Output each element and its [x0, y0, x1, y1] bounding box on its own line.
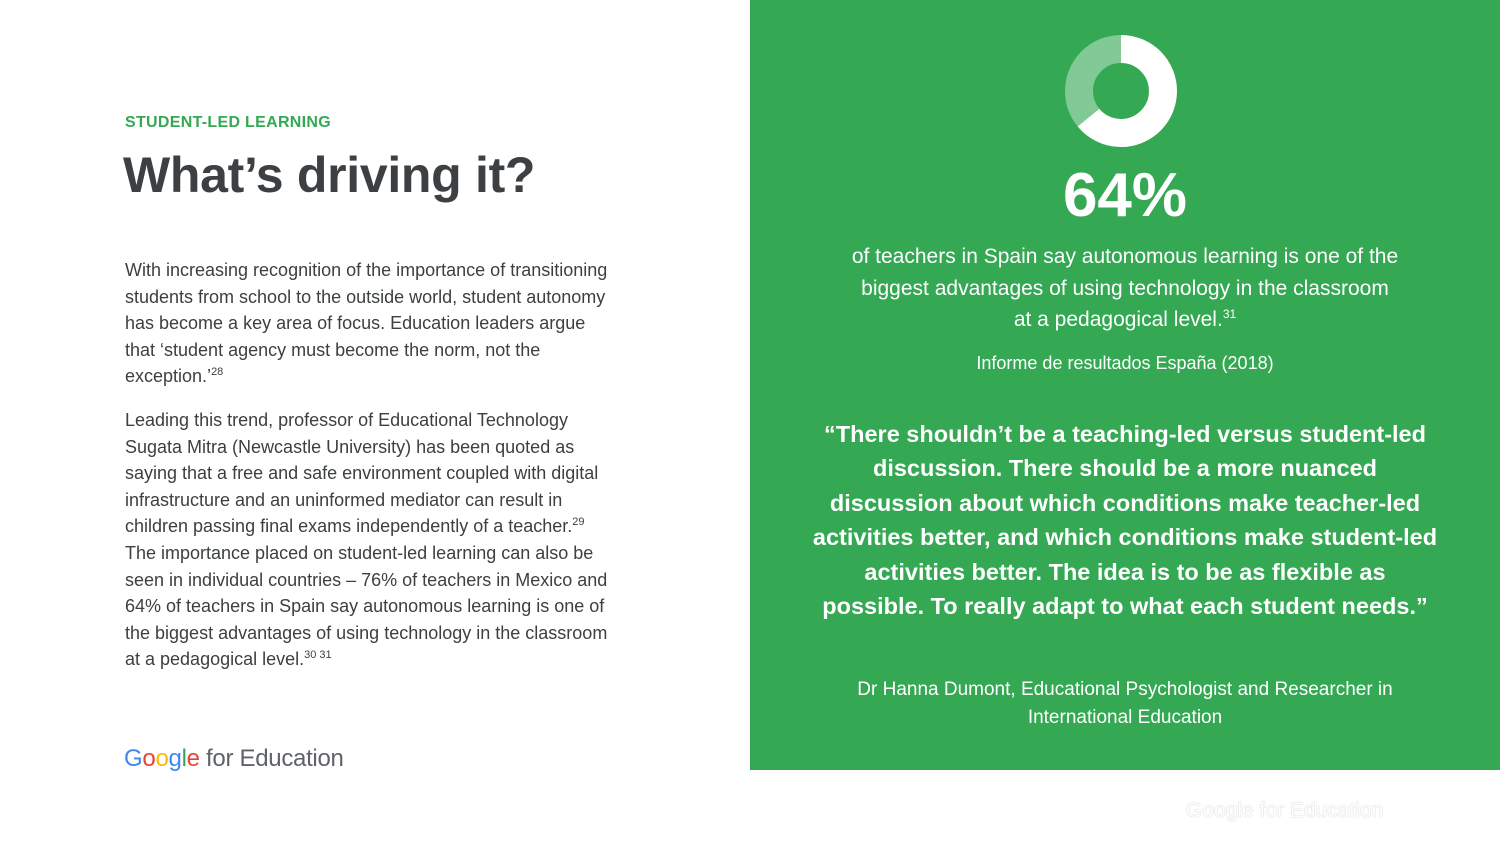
logo-letter-o2: o [155, 745, 169, 772]
logo-letter-e: e [186, 745, 200, 772]
stat-percentage: 64% [1062, 161, 1188, 230]
logo-letter-g2: g [168, 745, 182, 772]
footnote-ref: 28 [211, 366, 224, 379]
pull-quote: “There shouldn’t be a teaching-led versus student-led discussion. There should be a more nuanced discussion about which conditions make teacher-led activities better, and which conditions make student-led activities better. The idea is to be as flexible as possible. To really adapt to what each student needs.” [812, 421, 1438, 620]
logo-letter-o1: o [142, 745, 156, 772]
stat-source: Informe de resultados España (2018) [976, 353, 1274, 373]
body-paragraph-1-text: With increasing recognition of the importance of transitioning students from school to the outside world, student autonomy has become a key area of focus. Education leaders argue that ‘student agency must become the norm, not the exception.’ [125, 260, 608, 387]
body-paragraph-1 [125, 257, 615, 390]
footnote-ref: 31 [1222, 307, 1237, 321]
google-for-education-logo [124, 745, 344, 773]
stat-description [850, 241, 1400, 336]
quote-attribution: Dr Hanna Dumont, Educational Psychologist and Researcher in International Education [857, 679, 1393, 728]
page-title: What’s driving it? [123, 147, 536, 203]
footnote-ref: 30 31 [304, 649, 332, 662]
watermark-logo: Google for Education [1186, 799, 1384, 822]
logo-letter-g1: G [124, 745, 143, 772]
section-eyebrow: STUDENT-LED LEARNING [125, 114, 331, 131]
body-paragraph-2 [125, 407, 615, 673]
logo-text: for Education [199, 745, 344, 772]
footnote-ref: 29 [572, 516, 585, 529]
stat-description-text: of teachers in Spain say autonomous learning is one of the biggest advantages of using technology in the classroom at a pedagogical level. [851, 245, 1399, 331]
donut-chart [1062, 32, 1180, 150]
body-paragraph-2-text-b: The importance placed on student-led learning can also be seen in individual countries – 76% of teachers in Mexico and 64% of teachers in Spain say autonomous learning is one of the biggest advantages of using technology in the classroom at a pedagogical level. [125, 542, 608, 670]
body-paragraph-2-text-a: Leading this trend, professor of Educational Technology Sugata Mitra (Newcastle University) has been quoted as saying that a free and safe environment coupled with digital infrastructure and an uninformed mediator can result in children passing final exams independently of a teacher. [125, 410, 599, 537]
logo-letter-l: l [181, 745, 187, 772]
